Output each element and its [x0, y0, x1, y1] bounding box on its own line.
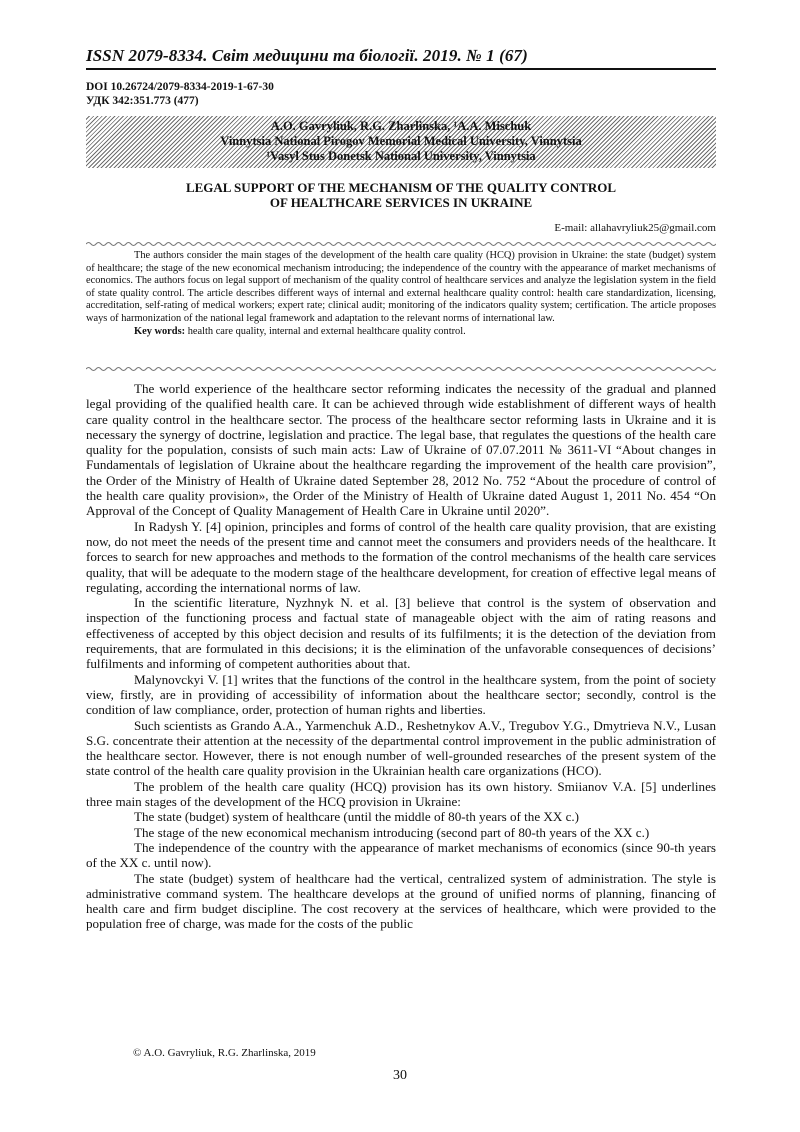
author-affiliation-band — [86, 116, 716, 168]
header-divider — [86, 68, 716, 70]
article-title — [86, 180, 716, 210]
doi: DOI 10.26724/2079-8334-2019-1-67-30 — [86, 81, 274, 93]
keywords-label: Key words: — [134, 325, 186, 337]
keywords-text: health care quality, internal and external healthcare quality control. — [187, 325, 466, 337]
affiliation-1: Vinnytsia National Pirogov Memorial Medical University, Vinnytsia — [220, 134, 582, 148]
body-paragraph: Malynovckyi V. [1] writes that the functions of the control in the healthcare system, from the point of society view, firstly, are in providing of accessibility of information about the healthcare sector; secondly, control is the condition of law compliance, order, protection of human rights and liberties. — [86, 671, 716, 718]
title-line: LEGAL SUPPORT OF THE MECHANISM OF THE QUALITY CONTROL — [185, 180, 617, 195]
body-paragraph: In Radysh Y. [4] opinion, principles and forms of control of the health care quality provision, that are existing now, do not meet the needs of the present time and cannot meet the consumers and providers needs of the healthcare. It forces to search for new approaches and methods to the formation of the control mechanisms of the health care services quality, that will be adequate to the modern stage of the healthcare development, for creation of effective legal means of regulating, according the international norms of law. — [86, 518, 716, 595]
udc-code: УДК 342:351.773 (477) — [86, 95, 199, 107]
contact-email: E-mail: allahavryliuk25@gmail.com — [554, 222, 716, 234]
body-paragraph: The state (budget) system of healthcare had the vertical, centralized system of administration. The style is administrative command system. The healthcare develops at the ground of unified norms of planning, financing of health care and firm budget discipline. The cost recovery at the services of healthcare, which were provided to the population free of charge, was made for the costs of the public — [86, 870, 716, 932]
body-paragraph: In the scientific literature, Nyzhnyk N. et al. [3] believe that control is the system of observation and inspection of the functioning process and factual state of manageable object with the aim of rating reasons and effectiveness of accepted by this object decision and results of its fulfilments; it is the detection of the deviation from requirements, that are formulated in this decisions; it is the elimination of the unfavorable consequences of decisions’ fulfilments and informing of competent authorities about that. — [86, 595, 716, 672]
abstract-top-wave-divider — [86, 241, 716, 247]
abstract-block — [86, 250, 716, 338]
authors: A.O. Gavryliuk, R.G. Zharlinska, ¹A.A. Mischuk — [270, 119, 532, 133]
affiliation-2: ¹Vasyl Stus Donetsk National University, Vinnytsia — [266, 149, 536, 163]
copyright-notice: © A.O. Gavryliuk, R.G. Zharlinska, 2019 — [133, 1047, 316, 1059]
body-paragraph: The world experience of the healthcare sector reforming indicates the necessity of the gradual and planned legal providing of the qualified health care. It can be achieved through wide establishment of different ways of health care quality control in the healthcare sector. The process of the healthcare sector reforming lasts in Ukraine and it is necessary the synergy of doctrine, legislation and practice. The legal base, that regulates the questions of the health care quality for the population, consists of such main acts: Law of Ukraine of 07.07.2011 № 3611-VI “About changes in Fundamentals of legislation of Ukraine about the healthcare regarding the improvement of the health care provision”, the Order of the Ministry of Health of Ukraine dated September 28, 2012 No. 752 “About the procedure of control of the health care quality provision», the Order of the Ministry of Health of Ukraine dated August 1, 2011 No. 454 “On Approval of the Concept of Quality Management of Health Care in Ukraine until 2020”. — [86, 381, 716, 519]
keywords — [86, 326, 716, 339]
article-body — [86, 381, 716, 932]
body-paragraph: The stage of the new economical mechanism introducing (second part of 80-th years of the XX c.) — [134, 824, 650, 840]
abstract-bottom-wave-divider — [86, 366, 716, 372]
page-number: 30 — [393, 1068, 407, 1083]
abstract-text: The authors consider the main stages of the development of the health care quality (HCQ) provision in Ukraine: the state (budget) system of healthcare; the stage of the new economical mechanism introducing; the independence of the country with the appearance of market mechanisms of economics. The authors focus on legal support of mechanism of the quality control of healthcare services and analyze the legislation system in the field of state quality control. The article describes different ways of internal and external healthcare quality control: health care standardization, licensing, accreditation, self-rating of medical workers; expert rate; clinical audit; monitoring of the indicators quality system; certification. The article proposes ways of harmonization of the national legal framework and adaptation to the relevant norms of international law. — [86, 250, 716, 324]
title-line: OF HEALTHCARE SERVICES IN UKRAINE — [269, 195, 533, 210]
body-paragraph: The independence of the country with the appearance of market mechanisms of economics (since 90-th years of the XX c. until now). — [86, 839, 716, 871]
article-identifiers — [86, 80, 274, 108]
body-paragraph: Such scientists as Grando A.A., Yarmenchuk A.D., Reshetnykov A.V., Tregubov Y.G., Dmytrieva N.V., Lusan S.G. concentrate their attention at the necessity of the departmental control improvement in the public administration of the healthcare sector. However, there is not enough number of well-grounded researches of the present system of the state control of the health care quality provision in the Ukrainian health care organizations (HCO). — [86, 717, 716, 779]
journal-running-header: ISSN 2079-8334. Світ медицини та біології. 2019. № 1 (67) — [86, 46, 528, 65]
body-paragraph: The problem of the health care quality (HCQ) provision has its own history. Smiianov V.A. [5] underlines three main stages of the development of the HCQ provision in Ukraine: — [86, 778, 716, 810]
body-paragraph: The state (budget) system of healthcare (until the middle of 80-th years of the XX c.) — [134, 809, 580, 825]
